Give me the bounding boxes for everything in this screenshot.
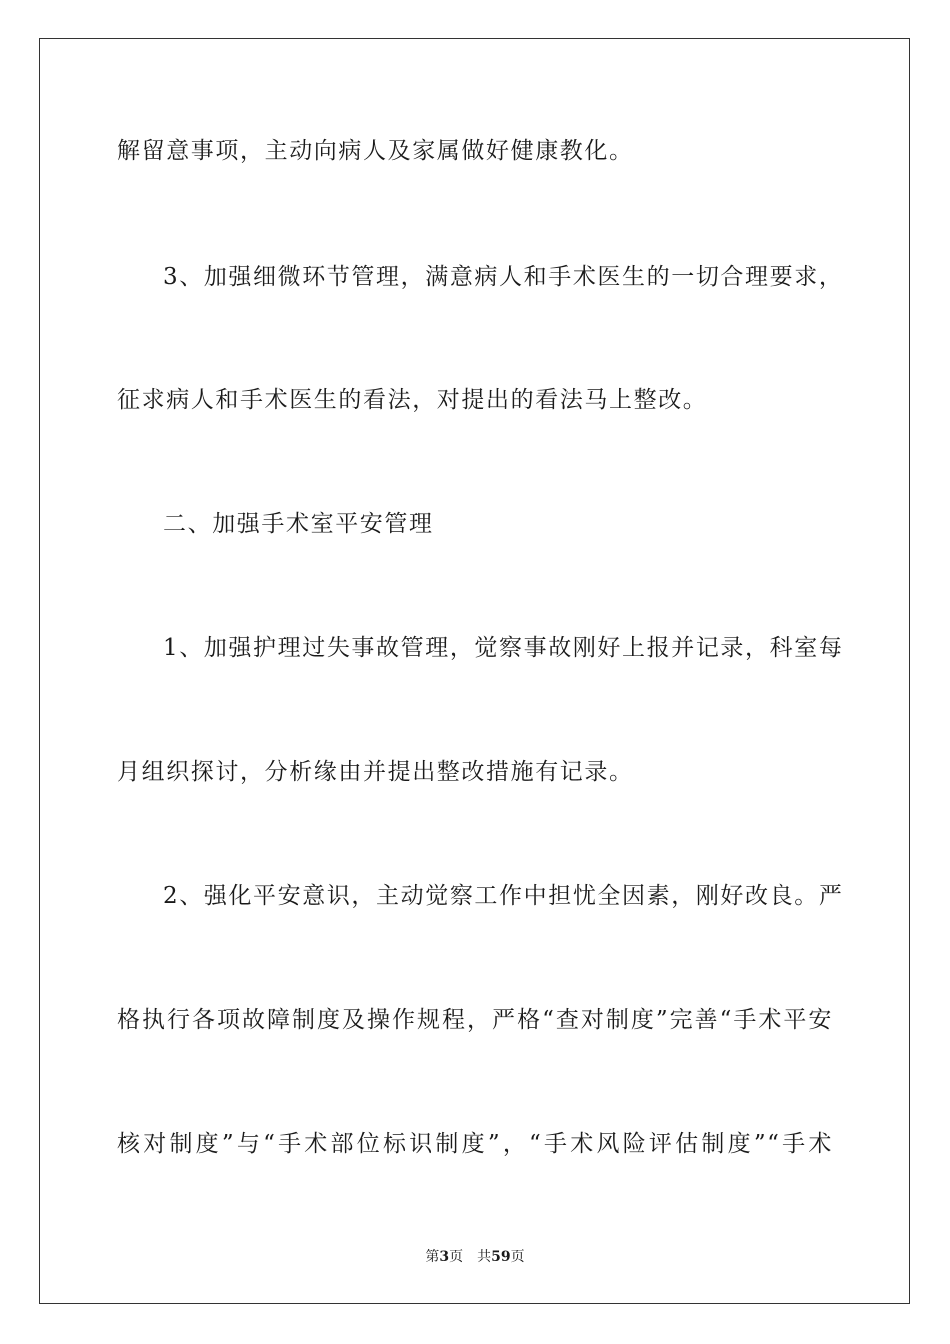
body-line-3: 征求病人和手术医生的看法，对提出的看法马上整改。 xyxy=(117,387,708,413)
body-line-5: 1、加强护理过失事故管理，觉察事故刚好上报并记录，科室每 xyxy=(163,635,844,661)
section-heading: 二、加强手术室平安管理 xyxy=(163,511,434,537)
page-prefix: 第 xyxy=(425,1249,440,1265)
body-line-1: 解留意事项，主动向病人及家属做好健康教化。 xyxy=(117,138,634,164)
body-line-7: 2、强化平安意识，主动觉察工作中担忧全因素，刚好改良。严 xyxy=(163,883,844,909)
page-footer xyxy=(0,1246,950,1266)
page-border xyxy=(39,38,910,1304)
body-line-2: 3、加强细微环节管理，满意病人和手术医生的一切合理要求， xyxy=(163,264,844,290)
page-suffix: 页 xyxy=(449,1249,464,1265)
total-prefix: 共 xyxy=(477,1249,492,1265)
body-line-9: 核对制度”与“手术部位标识制度”，“手术风险评估制度”“手术 xyxy=(117,1131,833,1157)
total-suffix: 页 xyxy=(510,1249,525,1265)
body-line-8: 格执行各项故障制度及操作规程，严格“查对制度”完善“手术平安 xyxy=(117,1007,833,1033)
body-line-6: 月组织探讨，分析缘由并提出整改措施有记录。 xyxy=(117,759,634,785)
page-number: 3 xyxy=(439,1249,450,1265)
total-pages: 59 xyxy=(491,1249,511,1265)
